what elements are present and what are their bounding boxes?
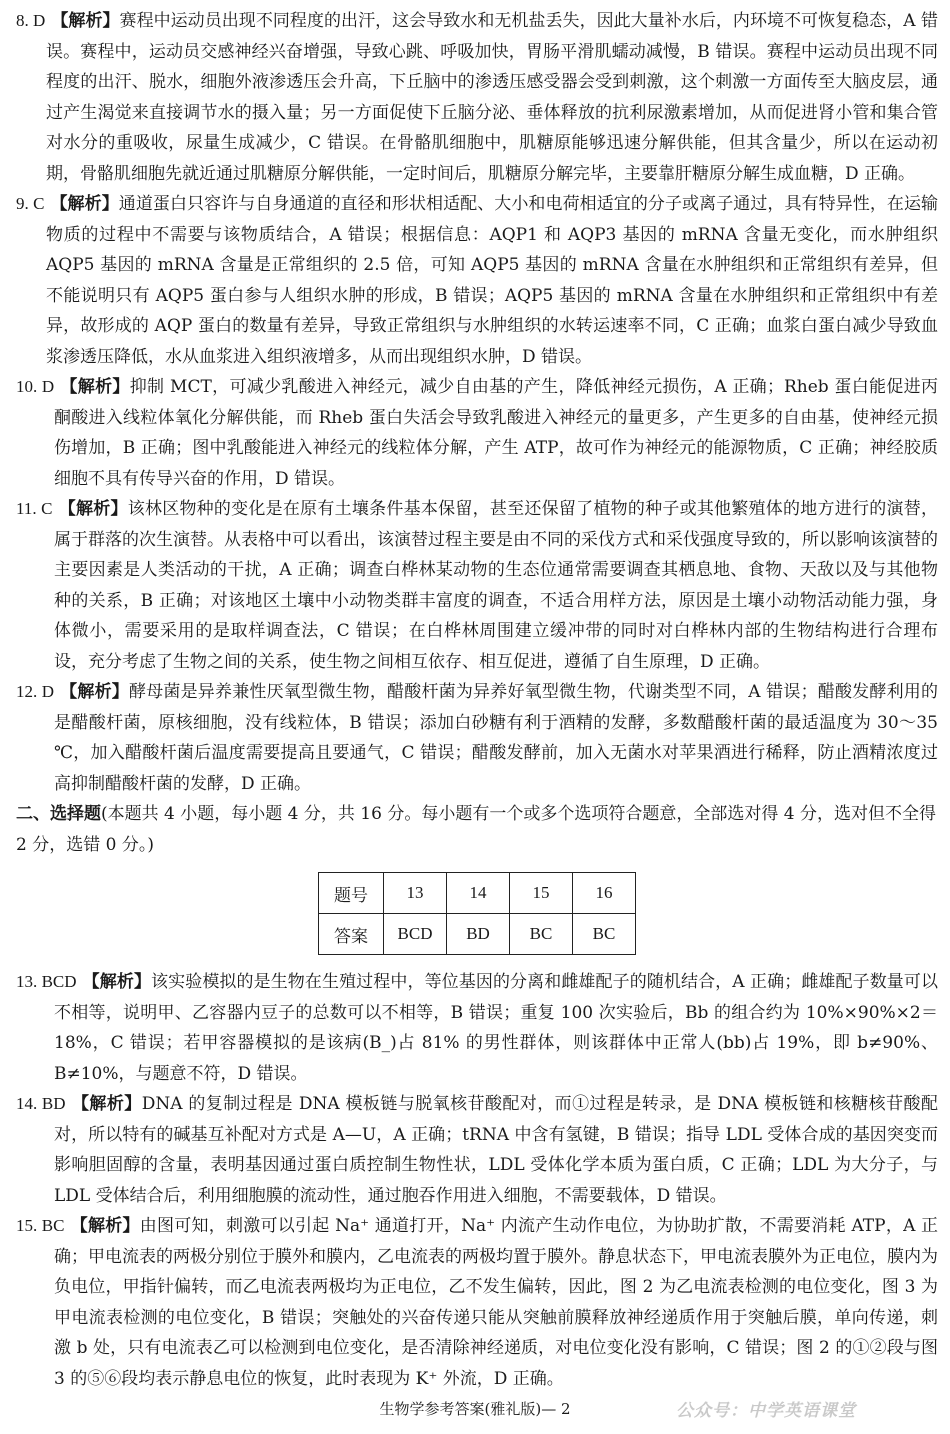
answer-item-10: 10. D 【解析】抑制 MCT，可减少乳酸进入神经元，减少自由基的产生，降低神经元损伤，A 正确；Rheb 蛋白能促进丙酮酸进入线粒体氧化分解供能，而 Rheb 蛋白失活会导致乳酸进入神经元的量更多，产生更多的自由基，使神经元损伤增加，B 正确；图中乳酸能进入神经元的线粒体分解，产生 ATP，故可作为神经元的能源物质，C 正确；神经胶质细胞不具有传导兴奋的作用，D 错误。: [16, 377, 939, 489]
answer-table-row-answers: [319, 914, 636, 955]
table-header-cell: 答案: [319, 914, 384, 955]
answer-table: [318, 872, 636, 955]
answer-item-12: 12. D 【解析】酵母菌是异养兼性厌氧型微生物，醋酸杆菌为异养好氧型微生物，代谢类型不同，A 错误；醋酸发酵利用的是醋酸杆菌，原核细胞，没有线粒体，B 错误；添加白砂糖有利于酒精的发酵，多数醋酸杆菌的最适温度为 30～35 ℃，加入醋酸杆菌后温度需要提高且要通气，C 错误；醋酸发酵前，加入无菌水对苹果酒进行稀释，防止酒精浓度过高抑制醋酸杆菌的发酵，D 正确。: [16, 682, 938, 794]
table-cell: 13: [384, 873, 447, 914]
table-cell: 14: [447, 873, 510, 914]
answer-item-14: 14. BD 【解析】DNA 的复制过程是 DNA 模板链与脱氧核苷酸配对，而①过程是转录，是 DNA 模板链和核糖核苷酸配对，所以特有的碱基互补配对方式是 A—U，A 正确；tRNA 中含有氢键，B 错误；指导 LDL 受体合成的基因突变而影响胆固醇的含量，表明基因通过蛋白质控制生物性状，LDL 受体化学本质为蛋白质，C 正确；LDL 为大分子，与 LDL 受体结合后，利用细胞膜的流动性，通过胞吞作用进入细胞，不需要载体，D 错误。: [16, 1094, 938, 1206]
page-footer: 生物学参考答案(雅礼版)— 2: [379, 1400, 571, 1418]
table-cell: 16: [573, 873, 636, 914]
answer-item-15: 15. BC 【解析】由图可知，刺激可以引起 Na⁺ 通道打开，Na⁺ 内流产生动作电位，为协助扩散，不需要消耗 ATP，A 正确；甲电流表的两极分别位于膜外和膜内，乙电流表的两极均置于膜外。静息状态下，甲电流表膜外为正电位，膜内为负电位，甲指针偏转，而乙电流表两极均为正电位，乙不发生偏转，因此，图 2 为乙电流表检测的电位变化，图 3 为甲电流表检测的电位变化，B 错误；突触处的兴奋传递只能从突触前膜释放神经递质作用于突触后膜，单向传递，刺激 b 处，只有电流表乙可以检测到电位变化，是否清除神经递质，对电位变化没有影响，C 错误；图 2 的①②段与图 3 的⑤⑥段均表示静息电位的恢复，此时表现为 K⁺ 外流，D 正确。: [16, 1216, 939, 1389]
table-cell: BC: [573, 914, 636, 955]
answer-table-row-numbers: [319, 873, 636, 914]
table-cell: BC: [510, 914, 573, 955]
table-header-cell: 题号: [319, 873, 384, 914]
answer-item-9: 9. C 【解析】通道蛋白只容许与自身通道的直径和形状相适配、大小和电荷相适宜的分子或离子通过，具有特异性，在运输物质的过程中不需要与该物质结合，A 错误；根据信息：AQP1 和 AQP3 基因的 mRNA 含量无变化，而水肿组织 AQP5 基因的 mRNA 含量是正常组织的 2.5 倍，可知 AQP5 基因的 mRNA 含量在水肿组织和正常组织有差异，但不能说明只有 AQP5 蛋白参与人组织水肿的形成，B 错误；AQP5 基因的 mRNA 含量在水肿组织和正常组织中有差异，故形成的 AQP 蛋白的数量有差异，导致正常组织与水肿组织的水转运速率不同，C 正确；血浆白蛋白减少导致血浆渗透压降低，水从血浆进入组织液增多，从而出现组织水肿，D 错误。: [16, 194, 939, 367]
table-cell: BD: [447, 914, 510, 955]
section-heading: 二、选择题(本题共 4 小题，每小题 4 分，共 16 分。每小题有一个或多个选项符合题意，全部选对得 4 分，选对但不全得 2 分，选错 0 分。): [16, 804, 936, 855]
table-cell: 15: [510, 873, 573, 914]
watermark: 公众号：中学英语课堂: [676, 1401, 856, 1421]
answer-item-8: 8. D 【解析】赛程中运动员出现不同程度的出汗，这会导致水和无机盐丢失，因此大量补水后，内环境不可恢复稳态，A 错误。赛程中，运动员交感神经兴奋增强，导致心跳、呼吸加快，胃肠平滑肌蠕动减慢，B 错误。赛程中运动员出现不同程度的出汗、脱水，细胞外液渗透压会升高，下丘脑中的渗透压感受器会受到刺激，这个刺激一方面传至大脑皮层，通过产生渴觉来直接调节水的摄入量；另一方面促使下丘脑分泌、垂体释放的抗利尿激素增加，从而促进肾小管和集合管对水分的重吸收，尿量生成减少，C 错误。在骨骼肌细胞中，肌糖原能够迅速分解供能，但其含量少，所以在运动初期，骨骼肌细胞先就近通过肌糖原分解供能，一定时间后，肌糖原分解完毕，主要靠肝糖原分解生成血糖，D 正确。: [16, 11, 939, 184]
answer-item-13: 13. BCD 【解析】该实验模拟的是生物在生殖过程中，等位基因的分离和雌雄配子的随机结合，A 正确；雌雄配子数量可以不相等，说明甲、乙容器内豆子的总数可以不相等，B 错误；重复 100 次实验后，Bb 的组合约为 10%×90%×2＝18%，C 错误；若甲容器模拟的是该病(B_)占 81% 的男性群体，则该群体中正常人(bb)占 19%，即 b≠90%、B≠10%，与题意不符，D 错误。: [16, 972, 938, 1084]
table-cell: BCD: [384, 914, 447, 955]
answer-content: [16, 6, 938, 1394]
answer-item-11: 11. C 【解析】该林区物种的变化是在原有土壤条件基本保留，甚至还保留了植物的种子或其他繁殖体的地方进行的演替，属于群落的次生演替。从表格中可以看出，该演替过程主要是由不同的采伐方式和采伐强度导致的，所以影响该演替的主要因素是人类活动的干扰，A 正确；调查白桦林某动物的生态位通常需要调查其栖息地、食物、天敌以及与其他物种的关系，B 正确；对该地区土壤中小动物类群丰富度的调查，不适合用样方法，原因是土壤小动物活动能力强，身体微小，需要采用的是取样调查法，C 错误；在白桦林周围建立缓冲带的同时对白桦林内部的生物结构进行合理布设，充分考虑了生物之间的关系，使生物之间相互依存、相互促进，遵循了自生原理，D 正确。: [16, 499, 939, 672]
